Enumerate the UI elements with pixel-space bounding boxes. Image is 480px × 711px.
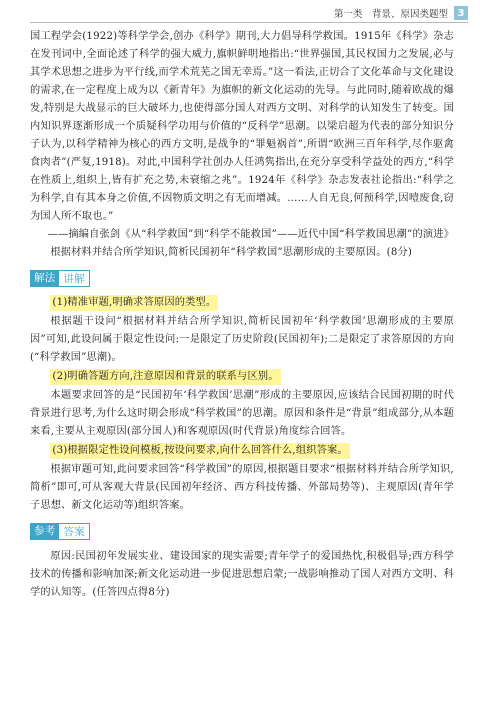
material-paragraph: 国工程学会(1922)等科学学会,创办《科学》期刊,大力倡导科学救国。1915年《科学》杂志在发刊词中,全面论述了科学的强大威力,旗帜鲜明地指出:“世界强国,其民权国力之发展,必与其学术思想之进步为平行线,而学术荒芜之国无幸焉。”这一看法,正切合了文化革命与文化建设的需求,在一定程度上成为以《新青年》为旗帜的新文化运动的先导。与此同时,随着欧战的爆发,特别是大战显示的巨大破坏力,也使得部分国人对西方文明、对科学的认知发生了转变。国内知识界逐渐形成一个质疑科学功用与价值的“反科学”思潮。以梁启超为代表的部分知识分子认为,以科学精神为核心的西方文明,是战争的“罪魁祸首”,所谓“欧洲三百年科学,尽作驱禽食肉者”(严复,1918)。对此,中国科学社创办人任鸿隽指出,在充分享受科学益处的西方,“科学在性质上,组织上,皆有扩充之势,未衰缩之兆”。1924年《科学》杂志发表社论指出:“科学之为科学,自有其本身之价值,不因物质文明之有无而增减。……人自无良,何预科学,因噎废食,窃为国人所不取也。” [30, 31, 454, 222]
header-rule [30, 22, 468, 23]
step2-heading: (2)明确答题方向,注意原因和背景的联系与区别。 [50, 369, 280, 385]
step2-heading-wrap [30, 368, 454, 386]
explain-section-label [30, 270, 90, 287]
step3-heading-wrap [30, 442, 454, 460]
explain-label-a: 解法 [30, 270, 59, 287]
page-content [30, 28, 454, 602]
material-source: ——摘编自张剑《从“科学救国”到“科学不能救国”——近代中国“科学救国思潮”的演进》 [47, 229, 454, 240]
step3-text: 根据审题可知,此问要求回答“科学救国”的原因,根据题目要求“根据材料并结合所学知识,简析”即可,可从客观大背景(民国初年经济、西方科技传播、外部局势等)、主观原因(青年学子思想、新文化运动等)组织答案。 [30, 464, 454, 511]
answer-section-label [30, 523, 90, 540]
step1-heading: (1)精准审题,明确求答原因的类型。 [50, 295, 218, 311]
page-number: 3 [454, 6, 468, 20]
page-header [334, 6, 468, 20]
answer-label-b: 答案 [59, 523, 89, 540]
explain-label-b: 讲解 [59, 270, 89, 287]
answer-text: 原因:民国初年发展实业、建设国家的现实需要;青年学子的爱国热忱,积极倡导;西方科学技术的传播和影响加深;新文化运动进一步促进思想启蒙;一战影响推动了国人对西方文明、科学的认知等。(任答四点得8分) [30, 551, 454, 598]
step2-text: 本题要求回答的是“民国初年‘科学救国’思潮”形成的主要原因,应该结合民国初期的时代背景进行思考,为什么这时期会形成“科学救国”的思潮。原因和条件是“背景”组成部分,从本题来看,主要从主观原因(部分国人)和客观原因(时代背景)角度综合回答。 [30, 390, 454, 437]
step3-heading: (3)根据限定性设问模板,按设问要求,向什么回答什么,组织答案。 [50, 443, 349, 459]
step1-heading-wrap [30, 294, 454, 312]
step1-text: 根据题干设问“根据材料并结合所学知识,简析民国初年‘科学救国’思潮形成的主要原因”可知,此设问属于限定性设问:一是限定了历史阶段(民国初年);二是限定了求答原因的方向(“科学救国”思潮)。 [30, 316, 454, 363]
question-text: 根据材料并结合所学知识,简析民国初年“科学救国”思潮形成的主要原因。(8分) [50, 247, 413, 258]
header-text: 第一类 背景、原因类题型 [333, 9, 448, 20]
answer-label-a: 参考 [30, 523, 59, 540]
